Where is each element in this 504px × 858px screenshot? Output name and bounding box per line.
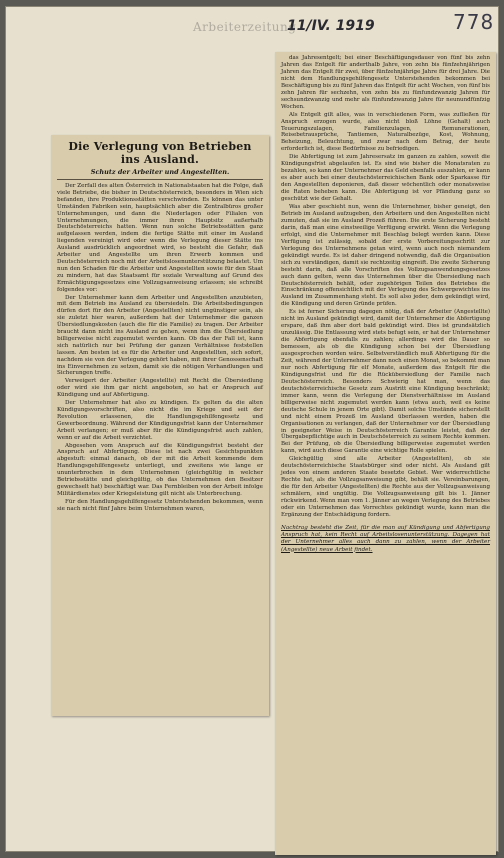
article-paragraph: Der Zerfall des alten Österreich in Nationalstaaten hat die Folge, daß viele Betriebe, die bisher in Deutschösterreich, besonders in Wien sich befanden, ihre Produktionsstätten verschwinden. Es können das unter Umständen Fabriken sein, hauptsächlich aber die Zentralbüros großer Unternehmungen, und dann die Niederlagen oder Filialen von Unternehmungen, die immer ihren Hauptsitz außerhalb Deutschösterreichs hatten. Wenn nun solche Betriebsstätten ganz aufgelassen werden, indem die fertige Stätte mit einer im Ausland liegenden vereinigt wird oder wenn die Verlegung dieser Stätte ins Ausland ausdrücklich angeordnet wird, so besteht die Gefahr, daß Arbeiter und Angestellte um ihren Erwerb kommen und Deutschösterreich noch mit der Arbeitslosenunterstützung belastet. Um nun den Schaden für die Arbeiter und Angestellten sowie für den Staat zu mindern, hat das Staatsamt für soziale Verwaltung auf Grund des Ermächtigungsgesetzes eine Vollzugsanweisung erlassen; sie schreibt folgendes vor:	[57, 183, 263, 293]
article-paragraph: Der Unternehmer hat also zu kündigen. Es gelten da die alten Kündigungsvorschriften, also nicht die im Kriege und seit der Revolution erlassenen, die Handlungsgehilfengesetz und Gewerbeordnung. Während der Kündigungsfrist kann der Unternehmer Arbeit verlangen; er muß aber für die Kündigungsfrist auch zahlen, wenn er auf die Arbeit verzichtet.	[57, 400, 263, 441]
addendum-text: Nachtrag besteht die Zeit, für die man auf Kündigung und Abfertigung Anspruch hat, kein Recht auf Arbeitslosenunterstützung. Dagegen hat der Unternehmer alles auch dann zu zahlen, wenn der Arbeiter (Angestellte) neue Arbeit findet.	[281, 524, 490, 553]
article-title: Die Verlegung von Betrieben ins Ausland.	[68, 140, 252, 166]
article-paragraph: Die Abfertigung ist zum Jahresersatz im ganzen zu zahlen, soweit die Kündigungsfrist abgelaufen ist. Es sind wie bisher die Monatsraten zu bezahlen, so kann der Unternehmer das Geld ebenfalls auszahlen, er kann es aber auch bei einer deutschösterreichischen Bank oder Sparkasse für den Angestellten deponieren, daß dieser wöchentlich oder monatsweise die Raten beheben kann. Die Abfertigung ist vor Pfändung ganz so geschützt wie der Gehalt.	[281, 154, 490, 203]
title-divider	[57, 179, 263, 180]
article-paragraph: Als Entgelt gilt alles, was in verschiedenen Form, was zufließen für Anspruch erzogen wurde, also nicht bloß Löhne (Gehalt) auch Teuerungszulagen, Familienzulagen, Remunerationen, Reisebetrausprüche, Tantiemen, Naturalbezüge, Kost, Wohnung, Beheizung, Beleuchtung, und zwar nach dem Betrag, der heute erforderlich ist, diese Bedürfnisse zu befriedigen.	[281, 111, 490, 153]
right-paragraphs	[281, 55, 490, 519]
newspaper-stamp: Arbeiterzeitung	[193, 20, 297, 34]
clipping-right-column	[275, 52, 496, 855]
article-paragraph: Gleichgültig sind alle Arbeiter (Angestellten), ob sie deutschösterreichische Staatsbürger sind oder nicht. Als Ausland gilt jedes von einem anderen Staate besetzte Gebiet. Wer widerrechtliche Rechte hat, als die Vollzugsanweisung gibt, behält sie. Vereinbarungen, die für den Arbeiter (Angestellten) die Rechte aus der Vollzugsanweisung schmälern, sind ungültig. Die Vollzugsanweisung gilt bis 1. Jänner rückwirkend. Wenn man vom 1. Jänner an wegen Verlegung des Betriebes oder ein Unternehmen das Vorrechtes gekündigt wurde, kann man die Ergänzung der Entschädigung fordern.	[281, 456, 490, 518]
article-paragraph: Verweigert der Arbeiter (Angestellte) mit Recht die Übersiedlung oder wird sie ihm gar nicht angeboten, so hat er Anspruch auf Kündigung und auf Abfertigung.	[57, 378, 263, 399]
article-paragraph: Für den Handlungsgehilfengesetz Unterstehenden bekommen, wenn sie nach nicht fünf Jahre beim Unternehmen waren,	[57, 498, 263, 512]
handwritten-date: 11/IV. 1919	[287, 18, 375, 34]
article-paragraph: Es ist ferner Sicherung dagegen nötig, daß der Arbeiter (Angestellte) nicht im Ausland gekündigt wird, damit der Unternehmer die Abfertigung erspare, daß ihm aber dort bald gekündigt wird. Dies ist grundsätzlich unzulässig. Die Entlassung wird stets befugt sein, er hat der Unternehmer die Abfertigung ebenfalls zu zahlen; allerdings wird die Dauer so bemessen, als ob die Kündigung schon bei der Übersiedlung ausgesprochen worden wäre. Selbstverständlich muß Abfertigung für die Zeit, während der Unternehmer dann noch einen Monat, so bekommt man nur noch Abfertigung für elf Monate, außerdem das Entgelt für die Kündigungsfrist und für die Rückübersiedlung der Familie nach Deutschösterreich. Besonders Schwierig hat man, wenn das deutschösterreichische Gesetz zum Austritt eine Kündigung beschränkt; immer kann, wenn die Verlegung der Dienstverhältnisse im Ausland billigerweise nicht zugemutet werden kann (etwa auch, weil es keine deutsche Schule in jenem Orte gibt). Damit solche Umstände sicherstellt und nicht einem Prozeß im Ausland überlassen werden, haben die Organisationen zu verlangen, daß der Unternehmer vor der Übersiedlung in geeigneter Weise in Deutschösterreich Garantie leistet, daß der Übergabepflichtige auch in Deutschösterreich zu seinem Rechte kommen. Bei der Prüfung, ob die Übersiedlung billigerweise zugemutet werden kann, wird auch diese Garantie eine wichtige Rolle spielen.	[281, 309, 490, 455]
article-paragraph: Der Unternehmer kann dem Arbeiter und Angestellten anzubieten, mit dem Betrieb ins Ausland zu übersiedeln. Die Arbeitsbedingungen dürfen dort für den Arbeiter (Angestellten) nicht ungünstiger sein, als sie zuletzt hier waren, außerdem hat der Unternehmer die ganzen Übersiedlungskosten (auch die für die Familie) zu tragen. Der Arbeiter braucht dann nicht ins Ausland zu gehen, wenn ihm die Übersiedlung billigerweise nicht zugemutet werden kann. Ob das der Fall ist, kann sich natürlich nur bei Prüfung der ganzen Verhältnisse feststellen lassen. Am besten ist es für die Arbeiter und Angestellten, sich sofort, nachdem sie von der Verlegung gehört haben, mit ihrer Genossenschaft ins Einvernehmen zu setzen, damit sie die nötigen Verhandlungen und Sicherungen treffe.	[57, 294, 263, 377]
article-paragraph: Abgesehen vom Anspruch auf die Kündigungsfrist besteht der Anspruch auf Abfertigung. Diese ist nach zwei Gesichtspunkten abgestuft: einmal danach, ob der mit die Arbeit kommende dem Handlungsgehilfengesetz unterliegt, und zweitens wie lange er ununterbrochen in dem Unternehmen (gleichgültig in welcher Betriebsstätte und gleichgültig, ob das Unternehmen den Besitzer gewechselt hat) beschäftigt war. Das Fernbleiben von der Arbeit infolge Militärdienstes oder Kriegsleistung gilt nicht als Unterbrechung.	[57, 442, 263, 497]
article-paragraph: Was aber geschieht nun, wenn die Unternehmer, bisher geneigt, den Betrieb im Ausland aufzugeben, den Arbeitern und den Angestellten nicht zumuten, daß sie im Ausland Prozeß führen. Die erste Sicherung besteht darin, daß man eine einstweilige Verfügung erwirkt. Wenn die Verlegung erfolgt, sind die Unternehmer mit Beschlag belegt werden kann. Diese Verfügung ist zulässig, sobald der erste Vorbereitungsschritt zur Verlegung des Unternehmens getan wird, wenn auch noch niemandem gekündigt wurde. Es ist daher dringend notwendig, daß die Organisation sich zu verständigen, damit sie rechtzeitig eingreift. Die zweite Sicherung besteht darin, daß alle Vorschriften des Vollzugsanwendungsgesetzes auch dann gelten, wenn das Unternehmen über die Übersiedlung nach Deutschösterreich behält, oder zugehörigen Teilen des Betriebes die Einschränkung offensichtlich mit der Verlegung des Schwergewichtes ins Ausland im Zusammenhang steht. Es soll also jeder, dem gekündigt wird, die Kündigung und deren Gründe prüfen.	[281, 204, 490, 308]
article-subtitle: Schutz der Arbeiter und Angestellten.	[90, 168, 230, 176]
handwritten-addendum	[281, 525, 490, 554]
clipping-left-column	[51, 135, 269, 716]
article-paragraph: das Jahresentgelt; bei einer Beschäftigungsdauer von fünf bis zehn Jahren das Entgelt für anderthalb Jahre, von zehn bis fünfzehnjährigen Jahren das Entgelt für zwei, über fünfzehnjährige Jahre für drei Jahre. Die nicht dem Handlungsgehilfengesetz Unterstehenden bekommen bei Beschäftigung bis zu fünf Jahren das Entgelt für acht Wochen, von fünf bis zehn Jahren für sechzehn, von zehn bis zu fünfundzwanzig Jahren für sechsundzwanzig und mehr als fünfundzwanzig Jahre für neunundfünfzig Wochen.	[281, 55, 490, 110]
archive-number: 778	[453, 10, 495, 34]
left-paragraphs	[57, 183, 263, 513]
